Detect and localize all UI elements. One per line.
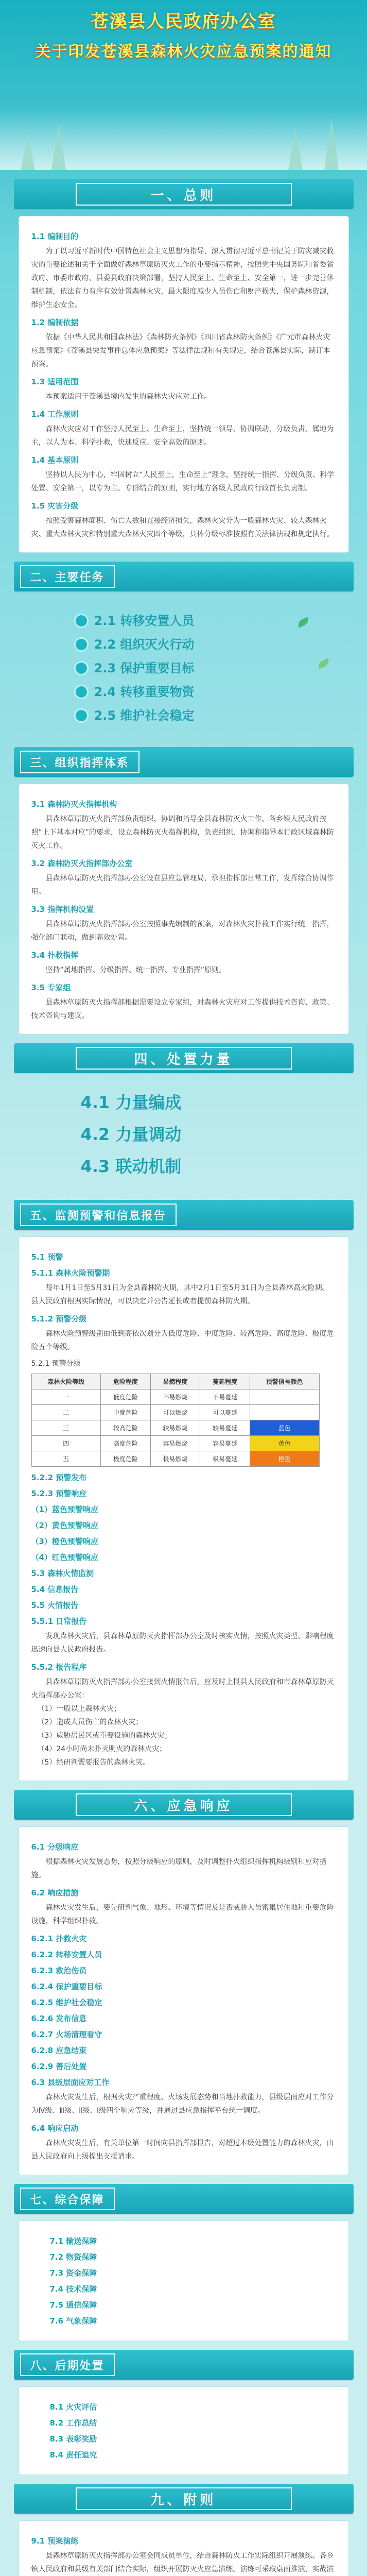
- table-row: [31, 1405, 319, 1420]
- section-5-title: 五、监测预警和信息报告: [20, 1204, 177, 1226]
- warning-level-table: [31, 1374, 320, 1467]
- section-2-band: [14, 562, 354, 591]
- table-cell: 低度危险: [101, 1389, 151, 1405]
- paragraph: 县森林草原防灭火指挥部办公室设在县应急管理局，承担指挥部日常工作，发挥综合协调作用。: [31, 874, 334, 896]
- forest-illustration: [0, 108, 367, 170]
- section-6-title: 六、应急响应: [76, 1793, 292, 1816]
- table-cell: 三: [31, 1420, 101, 1436]
- paragraph: 根据森林火灾发展态势，按照分级响应的原则，及时调整扑火组织指挥机构级别和应对措施。: [31, 1858, 327, 1879]
- heading: 5.2.3 预警响应: [31, 1489, 87, 1498]
- heading: 6.4 响应启动: [31, 2124, 79, 2133]
- paragraph: 县森林草原防灭火指挥部办公室接到火情报告后，应及时上报县人民政府和市森林草原防灭火指挥部办公室：: [31, 1678, 334, 1700]
- paragraph: 森林火灾发生后，有关单位第一时间向县指挥部报告，对超过本级处置能力的森林火灾，由县人民政府向上级提出支援请求。: [31, 2139, 334, 2161]
- table-cell: 极度危险: [101, 1451, 151, 1467]
- bullet-icon: [76, 615, 87, 626]
- section-1-title: 一、总则: [76, 183, 292, 206]
- heading: 6.2.2 转移安置人员: [31, 1950, 102, 1959]
- table-header: 预警信号颜色: [250, 1374, 319, 1389]
- section-7-title: 七、综合保障: [20, 2188, 115, 2210]
- bullet-icon: [76, 639, 87, 650]
- table-row: [31, 1389, 319, 1405]
- table-cell: 橙色: [250, 1451, 319, 1467]
- table-cell: 不易蔓延: [200, 1389, 250, 1405]
- heading: 5.3 森林火情监测: [31, 1569, 94, 1578]
- paragraph: 坚持以人民为中心，牢固树立“人民至上，生命至上”理念，坚持统一指挥、分级负责、科学处置、安全第一，以专为主、专群结合的原则，实行地方各级人民政府行政首长负责制。: [31, 471, 335, 493]
- paragraph: 县森林草原防灭火指挥部负责组织、协调和指导全县森林防灭火工作。各乡镇人民政府按照“上下基本对应”的要求，设立森林防灭火指挥机构，负责组织、协调和指导本行政区域森林防灭火工作。: [31, 815, 335, 850]
- section-4-list: [19, 1078, 348, 1191]
- list-item: 4.2 力量调动: [80, 1125, 182, 1144]
- org-title: 苍溪县人民政府办公室: [91, 11, 276, 32]
- table-cell: 黄色: [250, 1436, 319, 1451]
- section-6-band: [14, 1790, 354, 1820]
- heading: 3.3 指挥机构设置: [31, 905, 94, 914]
- heading: 5.2.2 预警发布: [31, 1473, 87, 1482]
- section-1-card: [19, 216, 348, 552]
- list-item: （3）威胁居民区或重要设施的森林火灾；: [37, 1732, 172, 1740]
- list-item: 2.3 保护重要目标: [76, 656, 348, 680]
- heading: 1.4 基本原则: [31, 455, 79, 465]
- paragraph: 每年1月1日至5月31日为全县森林防火期，其中2月1日至5月31日为全县森林高火险期。县人民政府根据实际情况，可以决定并公告延长或者提前森林防火期。: [31, 1284, 329, 1306]
- section-9-title: 九、附则: [76, 2487, 292, 2510]
- table-cell: 较易燃烧: [150, 1420, 200, 1436]
- paragraph: 坚持“属地指挥、分级指挥、统一指挥、专业指挥”原则。: [45, 966, 226, 974]
- paragraph: 为了以习近平新时代中国特色社会主义思想为指导，深入贯彻习近平总书记关于防灾减灾救灾的重要论述和关于全面做好森林草原防灭火工作的重要指示精神，按照党中央国务院和省委省政府、市委市政府、县委县政府决策部署，坚持人民至上、生命至上、安全第一，进一步完善体制机制，依法有力有序有效处置森林火灾，最大限度减少人员伤亡和财产损失，保护森林资源，维护生态安全。: [31, 247, 334, 309]
- heading: 5.1.2 预警分级: [31, 1314, 87, 1324]
- section-7-band: [14, 2184, 354, 2214]
- section-4-title: 四、处置力量: [76, 1047, 292, 1070]
- heading: 1.5 灾害分级: [31, 501, 79, 511]
- heading: 5.5.1 日常报告: [31, 1617, 87, 1626]
- table-cell: 可以蔓延: [200, 1405, 250, 1420]
- heading: 6.2.7 火场清理看守: [31, 2030, 102, 2039]
- section-1-band: [14, 179, 354, 209]
- heading: 6.2.3 救治伤员: [31, 1966, 87, 1975]
- list-item: 7.3 资金保障: [49, 2268, 97, 2278]
- heading: 9.1 预案演练: [31, 2536, 79, 2546]
- bullet-icon: [76, 710, 87, 721]
- heading: （2）黄色预警响应: [31, 1521, 98, 1530]
- heading: 6.3 县级层面应对工作: [31, 2078, 110, 2087]
- table-header: 蔓延程度: [200, 1374, 250, 1389]
- section-3-title: 三、组织指挥体系: [20, 751, 139, 773]
- list-item: （4）24小时尚未扑灭明火的森林火灾；: [37, 1745, 167, 1753]
- heading: 6.2.6 发布信息: [31, 2014, 87, 2023]
- table-cell: 容易燃烧: [150, 1436, 200, 1451]
- list-item: 7.4 技术保障: [49, 2284, 97, 2294]
- list-item: （1）一般以上森林火灾；: [37, 1705, 121, 1713]
- table-cell: 一: [31, 1389, 101, 1405]
- list-item: （5）经研判需要报告的森林火灾。: [37, 1758, 150, 1767]
- heading: 1.1 编制目的: [31, 232, 79, 241]
- paragraph: 森林火险预警级别由低到高依次划分为低度危险、中度危险、较高危险、高度危险、极度危险五个等级。: [31, 1330, 334, 1351]
- table-row: [31, 1436, 319, 1451]
- list-item: 2.1 转移安置人员: [76, 609, 348, 633]
- heading: 5.1.1 森林火险预警期: [31, 1268, 110, 1278]
- heading: 5.5 火情报告: [31, 1601, 79, 1610]
- section-4-band: [14, 1043, 354, 1073]
- list-item: 7.1 输送保障: [49, 2236, 97, 2246]
- section-5-card: [19, 1237, 348, 1781]
- heading: 6.2 响应措施: [31, 1888, 79, 1897]
- heading: 5.5.2 报告程序: [31, 1663, 87, 1672]
- heading: 1.4 工作原则: [31, 410, 79, 419]
- section-8-band: [14, 2350, 354, 2380]
- list-item: 8.3 表彰奖励: [49, 2434, 97, 2444]
- table-cell: 可以燃烧: [150, 1405, 200, 1420]
- section-2-title: 二、主要任务: [20, 565, 115, 588]
- paragraph: 县森林草原防灭火指挥部办公室会同成员单位，结合森林防火工作实际组织开展演练。各乡镇人民政府和县级有关部门结合实际，组织开展防灭火应急演练，演练可采取桌面推演、实战演: [31, 2552, 334, 2573]
- table-header: 森林火险等级: [31, 1374, 101, 1389]
- heading: 5.1 预警: [31, 1252, 63, 1262]
- notice-title: 关于印发苍溪县森林火灾应急预案的通知: [35, 43, 332, 61]
- table-cell: 二: [31, 1405, 101, 1420]
- paragraph: 本预案适用于苍溪县境内发生的森林火灾应对工作。: [45, 393, 212, 401]
- table-cell: [250, 1389, 319, 1405]
- paragraph: 县森林草原防灭火指挥部办公室按照事先编制的预案，对森林火灾扑救工作实行统一指挥，强化部门联动，做到高效处置。: [31, 920, 334, 942]
- section-6-card: [19, 1827, 348, 2175]
- heading: 3.5 专家组: [31, 983, 71, 992]
- paragraph: 森林火灾应对工作坚持人民至上、生命至上，坚持统一领导、协调联动，分级负责、属地为主，以人为本、科学扑救，快速反应、安全高效的原则。: [31, 425, 334, 447]
- table-cell: 较易蔓延: [200, 1420, 250, 1436]
- table-row: [31, 1420, 319, 1436]
- list-item: 7.5 通信保障: [49, 2300, 97, 2310]
- table-cell: 极易燃烧: [150, 1451, 200, 1467]
- heading: 3.1 森林防灭火指挥机构: [31, 800, 117, 809]
- bullet-icon: [76, 663, 87, 674]
- table-cell: [250, 1405, 319, 1420]
- list-item: 4.1 力量编成: [80, 1093, 182, 1112]
- section-8-title: 八、后期处置: [20, 2353, 115, 2376]
- heading: 6.2.8 应急结束: [31, 2046, 87, 2055]
- table-cell: 五: [31, 1451, 101, 1467]
- list-item: 8.4 责任追究: [49, 2450, 97, 2460]
- heading: （3）橙色预警响应: [31, 1537, 98, 1546]
- table-cell: 容易蔓延: [200, 1436, 250, 1451]
- paragraph: 发现森林火灾后，县森林草原防灭火指挥部办公室及时核实火情，按照火灾类型、影响程度迅速向县人民政府报告。: [31, 1632, 334, 1654]
- paragraph: 县森林草原防灭火指挥部根据需要设立专家组，对森林火灾应对工作提供技术咨询、政策、技术咨询与建议。: [31, 998, 334, 1020]
- table-header: 易燃程度: [150, 1374, 200, 1389]
- heading: 3.2 森林防灭火指挥部办公室: [31, 859, 133, 868]
- list-item: 7.2 物资保障: [49, 2252, 97, 2262]
- heading: 6.2.4 保护重要目标: [31, 1982, 102, 1991]
- list-item: 8.2 工作总结: [49, 2418, 97, 2428]
- section-8-card: [19, 2387, 348, 2475]
- table-cell: 蓝色: [250, 1420, 319, 1436]
- paragraph: 按照受害森林面积、伤亡人数和直接经济损失，森林火灾分为一般森林火灾、较大森林火灾、重大森林火灾和特别重大森林火灾四个等级，具体分级标准按照有关法律法规和规定执行。: [31, 517, 334, 538]
- heading: 6.2.9 善后处置: [31, 2062, 87, 2071]
- section-5-band: [14, 1200, 354, 1230]
- table-cell: 不易燃烧: [150, 1389, 200, 1405]
- table-row: [31, 1451, 319, 1467]
- table-cell: 中度危险: [101, 1405, 151, 1420]
- heading: （1）蓝色预警响应: [31, 1505, 98, 1514]
- paragraph: 森林火灾发生后，根据火灾严重程度、火场发展态势和当地扑救能力，县级层面应对工作分为Ⅳ级、Ⅲ级、Ⅱ级、Ⅰ级四个响应等级，并通过县应急指挥平台统一调度。: [31, 2093, 334, 2115]
- section-2-list: [19, 599, 348, 738]
- header: [0, 0, 367, 170]
- section-9-band: [14, 2484, 354, 2514]
- list-item: 4.3 联动机制: [80, 1157, 182, 1176]
- heading: 6.2.1 扑救火灾: [31, 1934, 87, 1943]
- table-cell: 四: [31, 1436, 101, 1451]
- list-item: 2.2 组织灭火行动: [76, 633, 348, 656]
- table-header: 危险程度: [101, 1374, 151, 1389]
- bullet-icon: [76, 686, 87, 698]
- list-item: 7.6 气象保障: [49, 2316, 97, 2326]
- list-item: 2.5 维护社会稳定: [76, 704, 348, 727]
- section-9-card: [19, 2521, 348, 2576]
- section-3-band: [14, 747, 354, 777]
- list-item: 2.4 转移重要物资: [76, 680, 348, 704]
- heading: 6.1 分级响应: [31, 1842, 79, 1852]
- heading: 1.2 编制依据: [31, 318, 79, 327]
- table-caption: 5.2.1 预警分级: [31, 1360, 81, 1368]
- table-cell: 较高危险: [101, 1420, 151, 1436]
- section-3-card: [19, 784, 348, 1034]
- heading: 3.4 扑救指挥: [31, 951, 79, 960]
- heading: （4）红色预警响应: [31, 1553, 98, 1562]
- list-item: 8.1 火灾评估: [49, 2402, 97, 2412]
- heading: 6.2.5 维护社会稳定: [31, 1998, 102, 2007]
- heading: 1.3 适用范围: [31, 377, 79, 386]
- paragraph: 依据《中华人民共和国森林法》《森林防火条例》《四川省森林防火条例》《广元市森林火灾应急预案》《苍溪县突发事件总体应急预案》等法律法规和有关规定，结合苍溪县实际，制订本预案。: [31, 333, 330, 368]
- paragraph: 森林火灾发生后，要先研判气象、地形、环境等情况及是否威胁人员密集居住地和重要危险设施，科学组织扑救。: [31, 1904, 334, 1925]
- table-cell: 极易蔓延: [200, 1451, 250, 1467]
- table-cell: 高度危险: [101, 1436, 151, 1451]
- section-7-card: [19, 2221, 348, 2341]
- heading: 5.4 信息报告: [31, 1585, 79, 1594]
- list-item: （2）造成人员伤亡的森林火灾；: [37, 1718, 143, 1726]
